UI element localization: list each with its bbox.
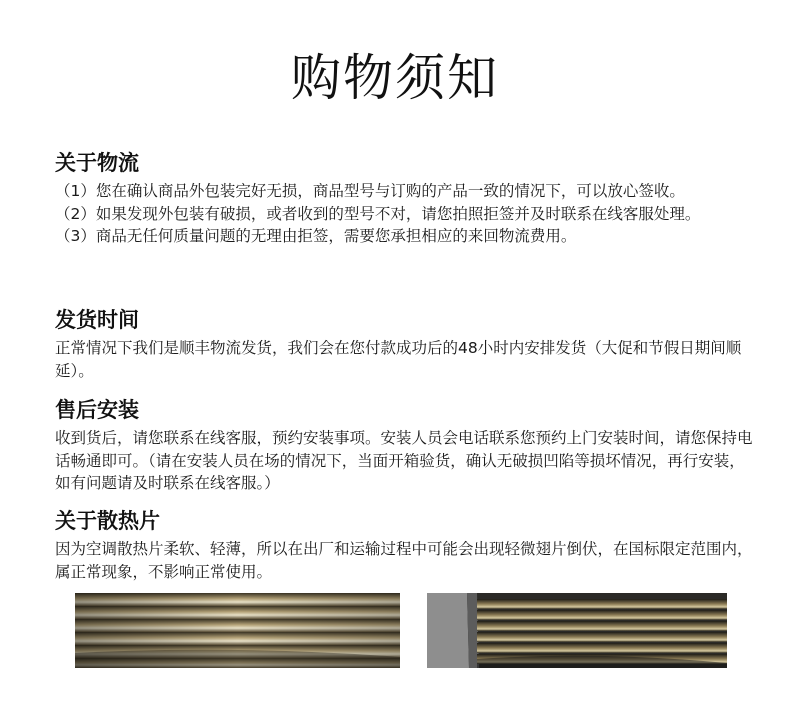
- section-paragraph: 正常情况下我们是顺丰物流发货，我们会在您付款成功后的48小时内安排发货（大促和节假日期间顺延）。: [55, 339, 742, 380]
- section-logistics: [55, 150, 755, 248]
- heatsink-fins-closeup-photo: [427, 593, 727, 668]
- heatsink-fins-photo: [75, 593, 400, 668]
- heatsink-closeup-image: [427, 593, 727, 668]
- section-heading: 售后安装: [55, 398, 139, 422]
- page-title: 购物须知: [291, 49, 499, 107]
- section-paragraph: 收到货后，请您联系在线客服，预约安装事项。安装人员会电话联系您预约上门安装时间，请您保持电话畅通即可。（请在安装人员在场的情况下，当面开箱验货，确认无破损凹陷等损坏情况，再行安装，如有问题请及时联系在线客服。）: [55, 429, 753, 492]
- section-paragraph: （1）您在确认商品外包装完好无损，商品型号与订购的产品一致的情况下，可以放心签收。: [55, 182, 685, 200]
- section-heading: 关于物流: [55, 151, 139, 175]
- section-paragraph: （3）商品无任何质量问题的无理由拒签，需要您承担相应的来回物流费用。: [55, 227, 577, 245]
- heatsink-fins-image: [75, 593, 400, 668]
- section-paragraph: 因为空调散热片柔软、轻薄，所以在出厂和运输过程中可能会出现轻微翅片倒伏，在国标限定范围内，属正常现象，不影响正常使用。: [55, 540, 753, 581]
- section-after-sales-install: [55, 397, 755, 495]
- section-shipping-time: [55, 307, 755, 382]
- section-heading: 关于散热片: [55, 509, 160, 533]
- section-heatsink: [55, 508, 755, 583]
- section-heading: 发货时间: [55, 308, 139, 332]
- section-paragraph: （2）如果发现外包装有破损，或者收到的型号不对，请您拍照拒签并及时联系在线客服处理。: [55, 204, 701, 223]
